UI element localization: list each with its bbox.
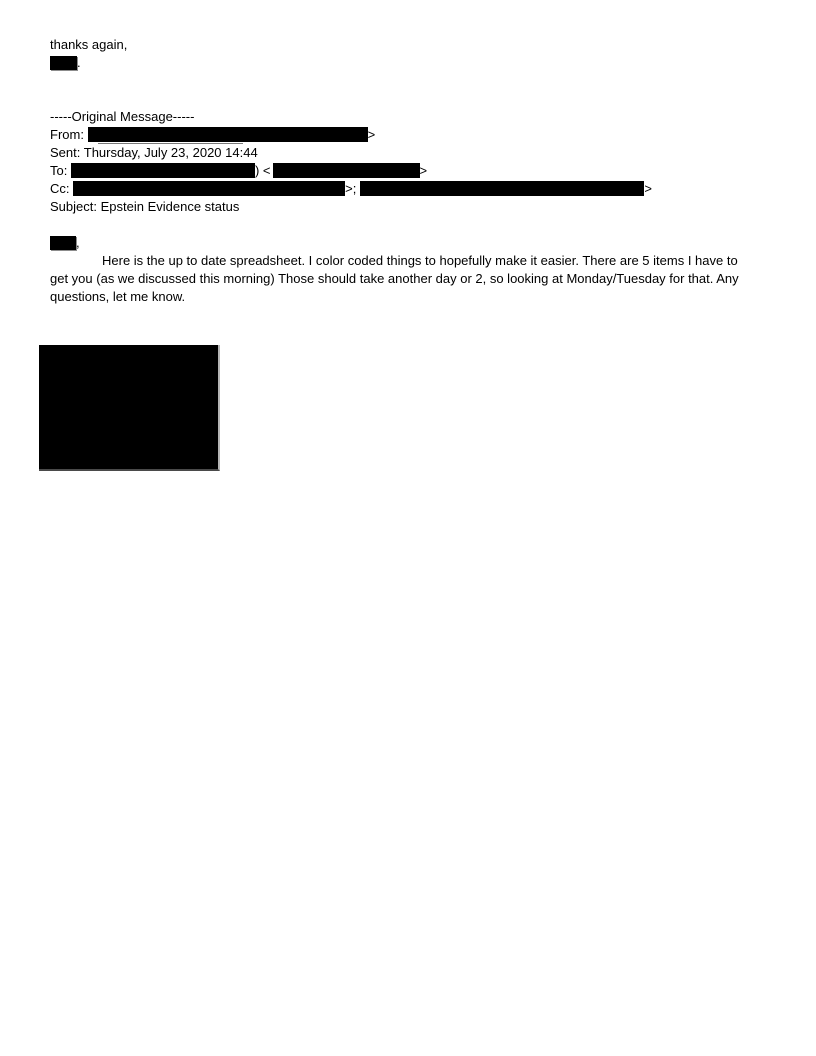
body-line-1	[50, 252, 786, 270]
to-suffix: >	[419, 163, 428, 178]
redacted-image-block	[39, 345, 220, 471]
subject-line	[50, 198, 786, 216]
separator-text: -----Original Message-----	[50, 109, 195, 124]
redaction-bar-to-name	[71, 163, 255, 178]
redaction-bar-salutation-name	[50, 236, 76, 250]
from-suffix: >	[367, 127, 376, 142]
salutation-line	[50, 234, 786, 252]
body-line-2	[50, 270, 786, 288]
body-text-2: get you (as we discussed this morning) Those should take another day or 2, so looking at Monday/Tuesday for that. Any	[50, 271, 739, 286]
body-line-3	[50, 288, 786, 306]
original-message-separator	[50, 108, 786, 126]
blank-line	[50, 90, 786, 108]
body-text-1: Here is the up to date spreadsheet. I color coded things to hopefully make it easier. There are 5 items I have to	[102, 253, 738, 268]
subject-value: Epstein Evidence status	[100, 199, 240, 214]
cc-between: >;	[345, 181, 357, 196]
redaction-bar-to-address	[273, 163, 420, 178]
blank-line	[50, 72, 786, 90]
redaction-bar-cc-address-2	[360, 181, 644, 196]
salutation-comma: ,	[76, 235, 80, 250]
body-text-3: questions, let me know.	[50, 289, 186, 304]
to-line	[50, 162, 786, 180]
sent-line	[50, 144, 786, 162]
signature-line	[50, 54, 786, 72]
redaction-bar-cc-address-1	[73, 181, 345, 196]
from-label: From:	[50, 127, 84, 142]
from-line	[50, 126, 786, 144]
sent-value: Thursday, July 23, 2020 14:44	[83, 145, 258, 160]
blank-line	[50, 216, 786, 234]
cc-suffix: >	[644, 181, 652, 196]
email-content	[50, 36, 786, 306]
sent-label: Sent:	[50, 145, 81, 160]
cc-label: Cc:	[50, 181, 70, 196]
closing-line	[50, 36, 786, 54]
to-between: ) <	[254, 163, 271, 178]
redaction-bar-from-address	[88, 127, 368, 142]
signature-period: .	[77, 55, 81, 70]
closing-text: thanks again,	[50, 37, 128, 52]
redaction-bar-signature-name	[50, 56, 77, 70]
subject-label: Subject:	[50, 199, 97, 214]
to-label: To:	[50, 163, 68, 178]
cc-line	[50, 180, 786, 198]
